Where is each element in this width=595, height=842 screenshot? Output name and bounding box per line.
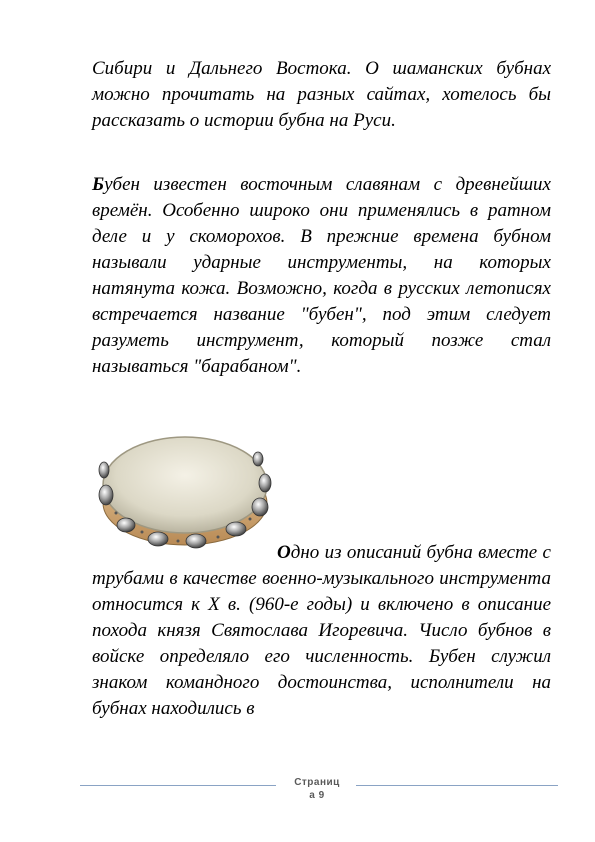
paragraph-3-text: дно из описаний бубна вместе с трубами в качестве военно-музыкального инструмента относится к Х в. (960-е годы) и включено в описание похода князя Святослава Игоревича. Число бубнов в войске определяло его численность. Бубен служил знаком командного достоинства, исполнители на бубнах находились в [92, 542, 551, 719]
paragraph-2 [92, 172, 551, 380]
footer-rule-left [80, 785, 276, 786]
paragraph-1 [92, 56, 551, 134]
footer-rule-right [356, 785, 558, 786]
paragraph-2-initial: Б [92, 174, 105, 195]
paragraph-3-initial: О [277, 542, 291, 563]
page-number-line2: а 9 [309, 790, 325, 801]
page-number [285, 776, 349, 802]
paragraph-2-text: убен известен восточным славянам с древнейших времён. Особенно широко они применялись в ратном деле и у скоморохов. В прежние времена бубном называли ударные инструменты, на которых натянута кожа. Возможно, когда в русских летописях встречается название "бубен", под этим следует разуметь инструмент, который позже стал называться "барабаном". [92, 174, 551, 377]
paragraph-1-text: Сибири и Дальнего Востока. О шаманских бубнах можно прочитать на разных сайтах, хотелось бы рассказать о истории бубна на Руси. [92, 58, 551, 131]
paragraph-3 [92, 540, 551, 722]
tambourine-illustration [96, 425, 274, 553]
page-number-line1: Страниц [294, 777, 340, 788]
